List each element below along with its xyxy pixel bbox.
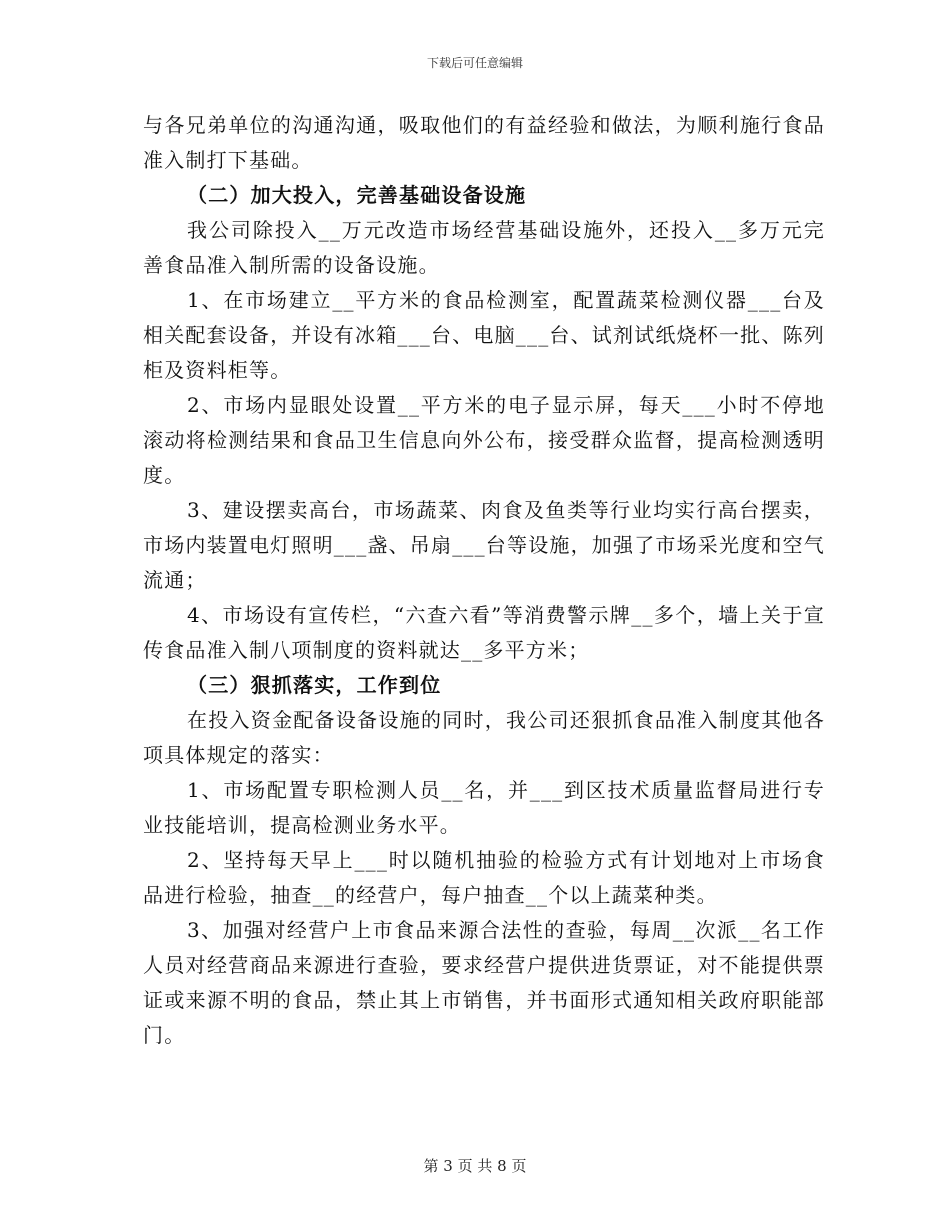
page-number: 第 3 页 共 8 页 (423, 1157, 527, 1175)
document-body (143, 108, 825, 1053)
section-heading-2: （二）加大投入，完善基础设备设施 (187, 183, 527, 207)
list-item-1: 1、在市场建立__平方米的食品检测室，配置蔬菜检测仪器___台及相关配套设备，并设有冰箱___台、电脑___台、试剂试纸烧杯一批、陈列柜及资料柜等。 (143, 288, 825, 382)
header-note: 下载后可任意编辑 (426, 56, 523, 70)
list-item-inspection: 2、坚持每天早上___时以随机抽验的检验方式有计划地对上市场食品进行检验，抽查__的经营户，每户抽查__个以上蔬菜种类。 (143, 848, 825, 907)
list-item-source-check: 3、加强对经营户上市食品来源合法性的查验，每周__次派__名工作人员对经营商品来源进行查验，要求经营户提供进货票证，对不能提供票证或来源不明的食品，禁止其上市销售，并书面形式通知相关政府职能部门。 (143, 918, 825, 1047)
section-heading-3: （三）狠抓落实，工作到位 (187, 673, 442, 697)
list-item-staff: 1、市场配置专职检测人员__名，并___到区技术质量监督局进行专业技能培训，提高检测业务水平。 (143, 778, 825, 837)
paragraph-investment: 我公司除投入__万元改造市场经营基础设施外，还投入__多万元完善食品准入制所需的设备设施。 (143, 218, 825, 277)
list-item-3: 3、建设摆卖高台，市场蔬菜、肉食及鱼类等行业均实行高台摆卖，市场内装置电灯照明___盏、吊扇___台等设施，加强了市场采光度和空气流通； (143, 498, 825, 592)
paragraph-continuation: 与各兄弟单位的沟通沟通，吸取他们的有益经验和做法，为顺利施行食品准入制打下基础。 (143, 113, 825, 172)
list-item-2: 2、市场内显眼处设置__平方米的电子显示屏，每天___小时不停地滚动将检测结果和食品卫生信息向外公布，接受群众监督，提高检测透明度。 (143, 393, 825, 487)
paragraph-implementation: 在投入资金配备设备设施的同时，我公司还狠抓食品准入制度其他各项具体规定的落实： (143, 708, 825, 767)
list-item-4: 4、市场设有宣传栏，“六查六看”等消费警示牌__多个，墙上关于宣传食品准入制八项制度的资料就达__多平方米； (143, 603, 825, 662)
